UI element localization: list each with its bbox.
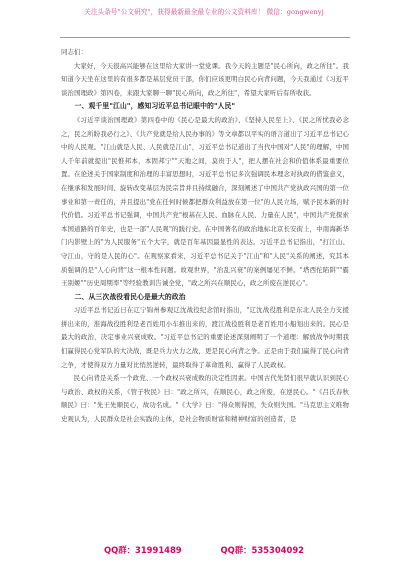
section-1-heading: 一、观千里"江山"，感知习近平总书记眼中的"人民" bbox=[74, 102, 236, 111]
section-2-paragraph-1: 习近平总书记近日在辽宁锦州参观辽沈战役纪念馆时指出，"辽沈战役胜利是东北人民全力支援拼出来的，淮海战役胜利是老百姓用小车推出来的，渡江战役胜利是老百姓用小船划出来的。民心是最大的政治，决定事业兴衰成败。"习近平总书记的重要论述深刻阐明了一个道理：解放战争时期我们赢得民心党军队的大决战，既是兵力火力之战，更是民心向背之争。正是由于我们赢得了民心向背之争，才使得双方力量对比悄然逆转，最终取得了革命胜利、赢得了人民政权。 bbox=[61, 306, 349, 369]
footer-qq-group-1: QQ群：31991489 bbox=[104, 545, 182, 555]
header-banner: 关注头条号"公文研究"，获得最新最全最专业的公文资料库！ 微信：gongwenyj bbox=[84, 8, 324, 16]
intro-paragraph: 大家好，今天很高兴能够在这里给大家讲一堂党课。我今天的主题是"民心所向，政之所往"。我知道今天坐在这里的有很多都是基层党员干部，你们应该更明白民心向背问题，今天我通过《习近平谈治国理政》第四卷，来跟大家聊一聊"民心所向，政之所往"，希望大家听后有所收获。 bbox=[61, 61, 349, 97]
document-body bbox=[61, 46, 349, 427]
footer-qq-group-2: QQ群：535304092 bbox=[220, 545, 304, 555]
section-2-heading: 二、从三次战役看民心是最大的政治 bbox=[74, 292, 186, 301]
header-divider bbox=[60, 37, 350, 38]
salutation: 同志们： bbox=[61, 48, 88, 56]
section-2-paragraph-2: 民心向背是关系一个政党、一个政权兴衰成败的决定性因素。中国古代先贤们很早就认识到民心与政治、政权的关系，《管子牧民》曰："政之所兴，在顺民心，政之所废，在逆民心。"《吕氏春秋顺民》曰："先王先顺民心，故功名成。"《大学》曰："得众则得国，失众则失国。"马克思主义唯物史观认为，人民群众是社会实践的主体，是社会物质财富和精神财富的创造者，是 bbox=[61, 374, 349, 424]
section-1-paragraph: 《习近平谈治国理政》第四卷中的《民心是最大的政治》、《坚持人民至上》、《民之所忧我必念之，民之所盼我必行之》、《共产党就是给人民办事的》等文章都以平实的语言道出了习近平总书记心中的人民观。"江山就是人民、人民就是江山"，习近平总书记道出了当代中国对"人民"的理解，中国人千年前就提出"民惟邦本，本固邦宁""天地之间，莫贵于人"，把人摆在社会和价值体系最重要位置。在论述关于国家制度和治理的丰富思想时，习近平总书记多次强调民本理念对执政的借鉴意义，在继承和发展时间、旋转改变基层为民宗旨并且持续融合，深刻阐述了中国共产党执政兴国的第一位事业和第一责任的，并且提出"党在任何时候都把群众利益放在第一位"的人民立场，赋予民本新的时代价值。习近平总书记强调，中国共产党"根基在人民、血脉在人民、力量在人民"，中国共产党探索本国道路的百年史，也是一部"人民观"的践行史。在中国著名的政治地标北京长安街上，中南海新华门内影壁上的"为人民服务"五个大字，就是百年基因最显性的表达。习近平总书记指出，"打江山、守江山，守的是人民的心"。在观察家看来，习近平总书记关于"江山"和"人民"关系的阐述，究其本质强调的是"人心向背"这一根本性问题。故观世界，"治乱兴衰"的案例屡见不鲜。"塔西佗陷阱""霸王别姬""历史周期率"等经验教训告诫全党，"政之所兴在顺民心，政之所废在逆民心"。 bbox=[61, 115, 349, 288]
footer bbox=[0, 544, 408, 556]
